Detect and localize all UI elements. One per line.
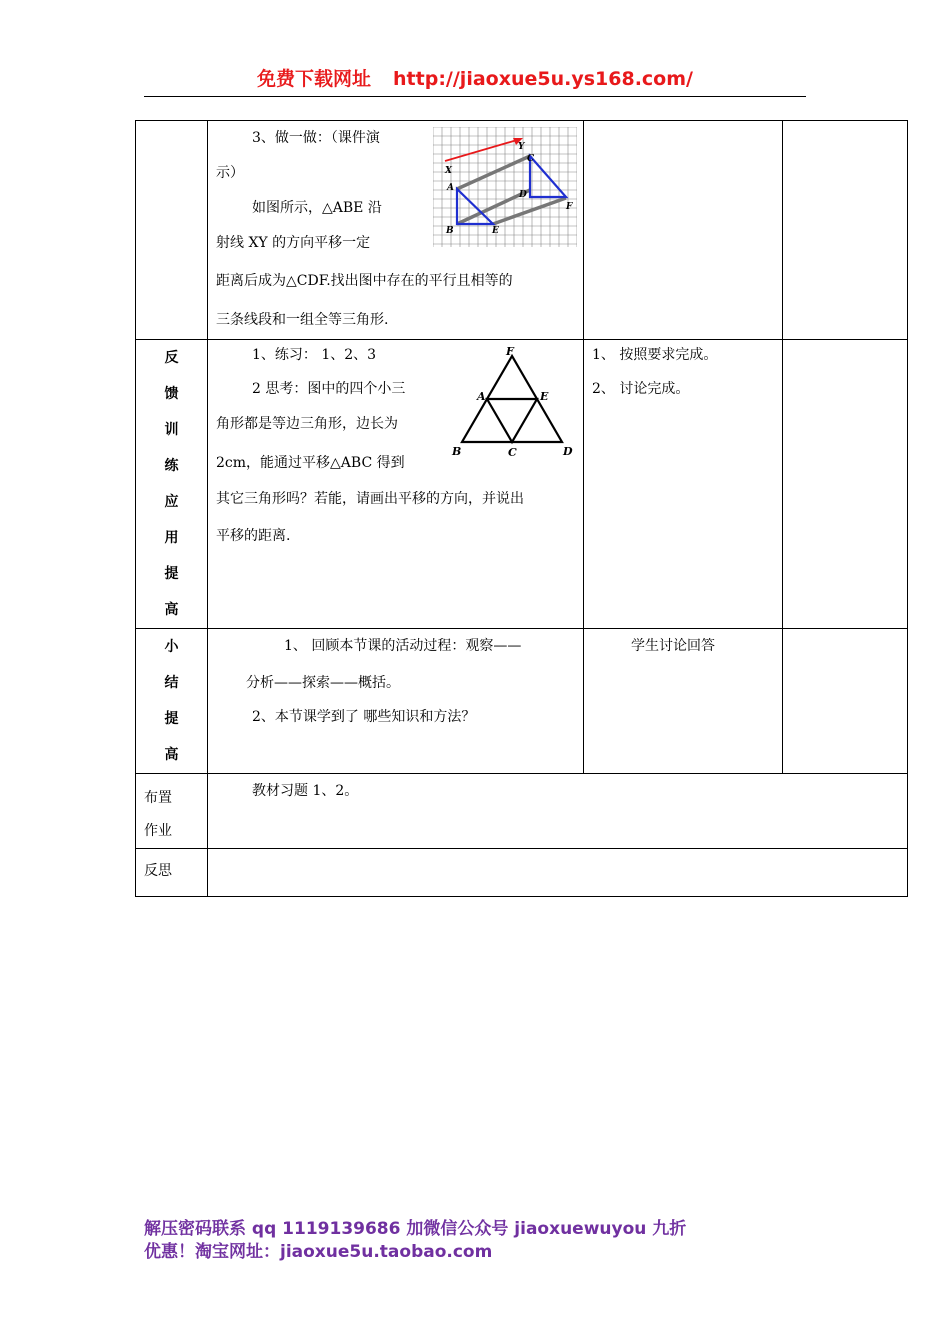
summary-student-text: 学生讨论回答: [631, 638, 715, 654]
activity-notes-cell: [783, 121, 908, 340]
student-line-2: 2、 讨论完成。: [592, 381, 690, 397]
label-b: B: [446, 226, 454, 236]
label-d: D: [563, 445, 573, 458]
feedback-notes-cell: [783, 340, 908, 629]
summary-student-cell: [584, 629, 783, 774]
summary-line-2: 分析——探索——概括。: [246, 675, 400, 691]
homework-content: 教材习题 1、2。: [252, 783, 359, 799]
feedback-line-2: 2 思考：图中的四个小三: [252, 381, 406, 397]
label-f: F: [506, 345, 514, 358]
homework-label-line-2: 作业: [144, 823, 172, 839]
feedback-label-char: 馈: [164, 386, 179, 402]
feedback-label-char: 提: [164, 566, 179, 582]
feedback-label-char: 练: [164, 458, 179, 474]
label-d: D: [519, 190, 527, 200]
feedback-line-3: 角形都是等边三角形，边长为: [216, 416, 398, 432]
homework-content-cell: [208, 774, 908, 849]
label-c: C: [508, 446, 517, 459]
label-e: E: [540, 390, 549, 403]
row-reflection: [136, 849, 908, 897]
summary-line-3: 2、本节课学到了 哪些知识和方法？: [252, 709, 476, 725]
lesson-table: [135, 120, 908, 897]
activity-line-1: 3、做一做：（课件演: [252, 130, 380, 146]
row-activity: [136, 121, 908, 340]
row-summary: [136, 629, 908, 774]
summary-label-char: 高: [164, 747, 179, 763]
label-e: E: [492, 226, 499, 236]
feedback-label-char: 训: [164, 422, 179, 438]
feedback-label-char: 高: [164, 602, 179, 618]
feedback-line-6: 平移的距离.: [216, 528, 291, 544]
feedback-label-cell: [136, 340, 208, 629]
page-header: [144, 62, 806, 97]
summary-label-cell: [136, 629, 208, 774]
summary-label-char: 小: [164, 639, 179, 655]
activity-label-cell: [136, 121, 208, 340]
summary-content-cell: [208, 629, 584, 774]
activity-line-6: 三条线段和一组全等三角形.: [216, 312, 389, 328]
activity-line-3: 如图所示，△ABE 沿: [252, 200, 382, 216]
homework-label-cell: [136, 774, 208, 849]
label-a: A: [477, 390, 486, 403]
feedback-content-cell: [208, 340, 584, 629]
page-footer: [144, 1218, 784, 1264]
header-url[interactable]: http://jiaoxue5u.ys168.com/: [393, 68, 693, 90]
feedback-student-cell: [584, 340, 783, 629]
activity-student-cell: [584, 121, 783, 340]
summary-label-char: 结: [164, 675, 179, 691]
label-y: Y: [518, 142, 525, 152]
footer-line-2: 优惠！淘宝网址：jiaoxue5u.taobao.com: [144, 1242, 493, 1262]
row-feedback: [136, 340, 908, 629]
reflection-label-cell: [136, 849, 208, 897]
summary-label-char: 提: [164, 711, 179, 727]
reflection-content-cell: [208, 849, 908, 897]
homework-label-line-1: 布置: [144, 790, 172, 806]
activity-line-4: 射线 XY 的方向平移一定: [216, 235, 371, 251]
header-title: 免费下载网址: [257, 68, 372, 90]
feedback-label-char: 应: [164, 494, 179, 510]
label-c: C: [527, 154, 535, 164]
equilateral-triangles-figure: [451, 344, 573, 462]
label-a: A: [447, 183, 454, 193]
label-x: X: [445, 166, 452, 176]
translation-grid-figure: [433, 127, 577, 247]
summary-line-1: 1、 回顾本节课的活动过程：观察——: [284, 638, 522, 654]
label-f: F: [566, 202, 573, 212]
student-line-1: 1、 按照要求完成。: [592, 347, 718, 363]
reflection-label: 反思: [144, 863, 172, 879]
feedback-label-char: 用: [164, 530, 179, 546]
activity-line-2: 示）: [216, 165, 244, 181]
summary-notes-cell: [783, 629, 908, 774]
feedback-line-4: 2cm，能通过平移△ABC 得到: [216, 455, 405, 471]
feedback-line-1: 1、练习： 1、2、3: [252, 347, 377, 363]
activity-line-5: 距离后成为△CDF.找出图中存在的平行且相等的: [216, 273, 513, 289]
row-homework: [136, 774, 908, 849]
feedback-label-char: 反: [164, 350, 179, 366]
activity-content-cell: [208, 121, 584, 340]
label-b: B: [452, 445, 462, 458]
footer-line-1: 解压密码联系 qq 1119139686 加微信公众号 jiaoxuewuyou 九折: [144, 1219, 687, 1239]
feedback-line-5: 其它三角形吗？若能，请画出平移的方向，并说出: [216, 491, 524, 507]
